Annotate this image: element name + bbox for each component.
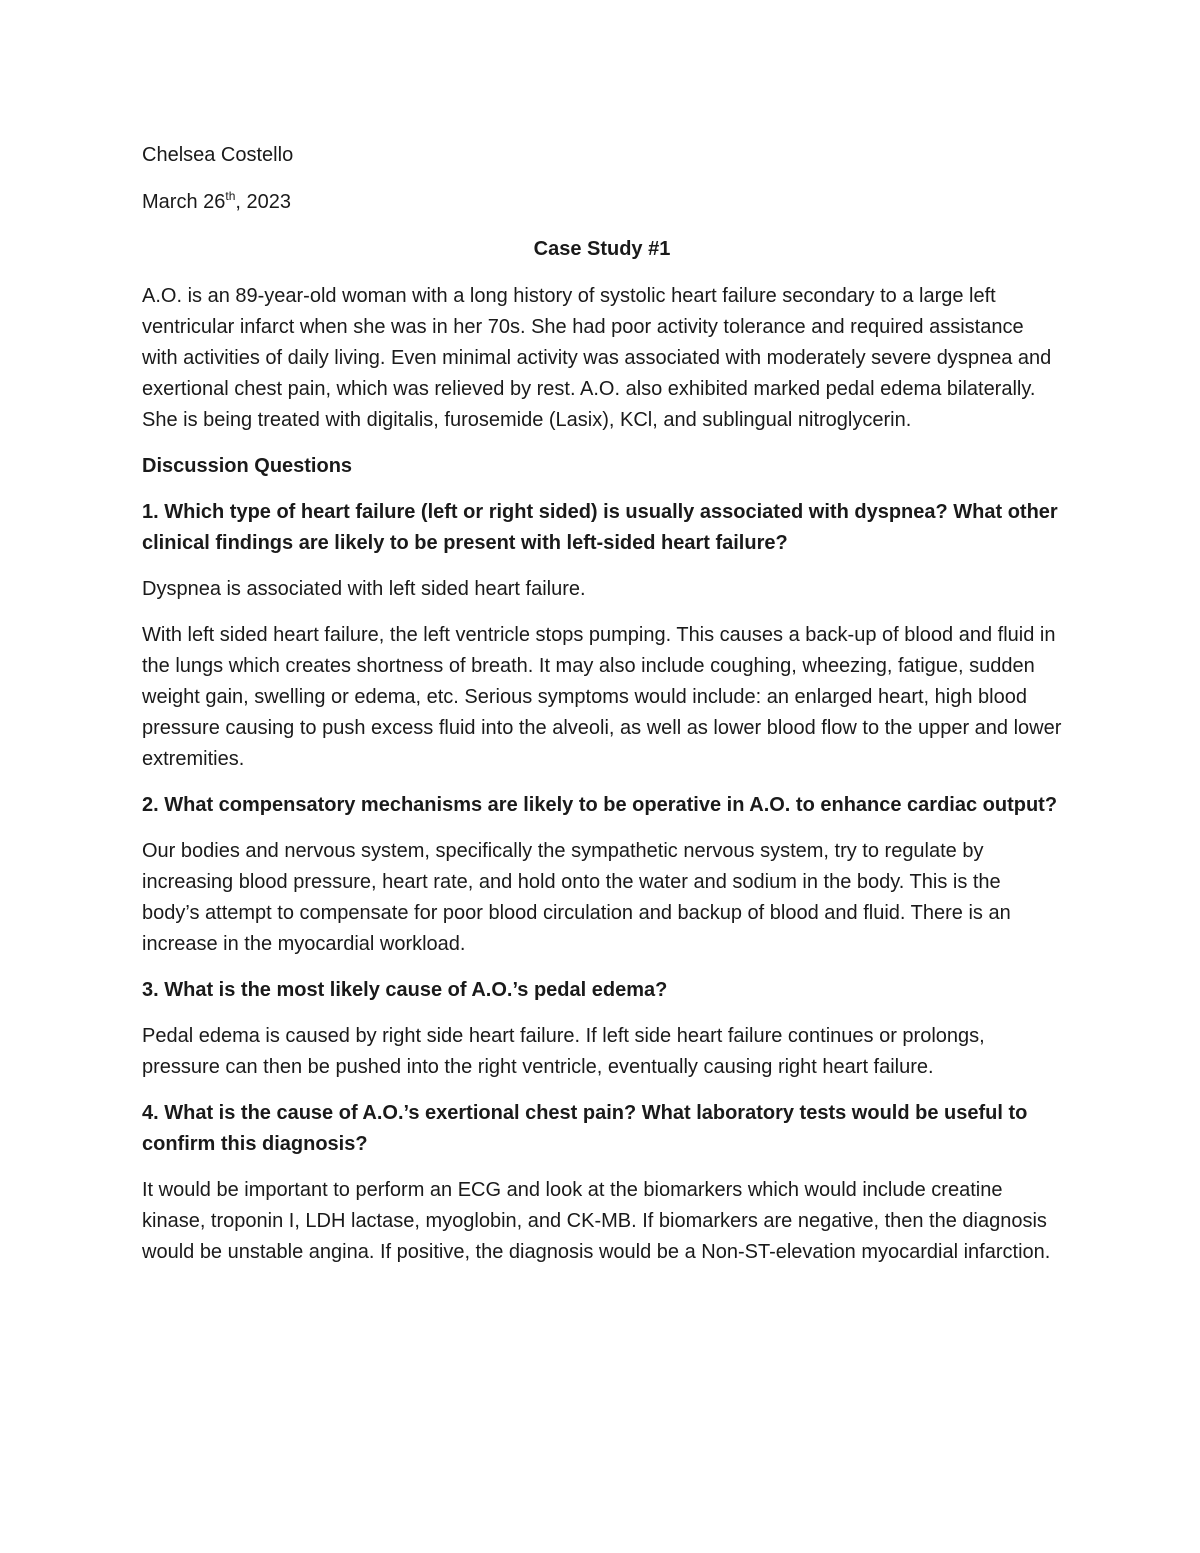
question-2: 2. What compensatory mechanisms are likely to be operative in A.O. to enhance cardiac output? (142, 794, 1058, 816)
author-name: Chelsea Costello (142, 144, 294, 166)
date-main: March 26 (142, 191, 226, 213)
answer-3: Pedal edema is caused by right side heart failure. If left side heart failure continues or prolongs, pressure can then be pushed into the right ventricle, eventually causing right heart failure. (142, 1025, 985, 1078)
case-description: A.O. is an 89-year-old woman with a long history of systolic heart failure secondary to a large left ventricular infarct when she was in her 70s. She had poor activity tolerance and required assistance with activities of daily living. Even minimal activity was associated with moderately severe dyspnea and exertional chest pain, which was relieved by rest. A.O. also exhibited marked pedal edema bilaterally. She is being treated with digitalis, furosemide (Lasix), KCl, and sublingual nitroglycerin. (142, 285, 1052, 431)
answer-1-part-2: With left sided heart failure, the left ventricle stops pumping. This causes a back-up of blood and fluid in the lungs which creates shortness of breath. It may also include coughing, wheezing, fatigue, sudden weight gain, swelling or edema, etc. Serious symptoms would include: an enlarged heart, high blood pressure causing to push excess fluid into the alveoli, as well as lower blood flow to the upper and lower extremities. (142, 624, 1062, 770)
answer-4: It would be important to perform an ECG and look at the biomarkers which would include creatine kinase, troponin I, LDH lactase, myoglobin, and CK-MB. If biomarkers are negative, then the diagnosis would be unstable angina. If positive, the diagnosis would be a Non-ST-elevation myocardial infarction. (142, 1179, 1051, 1263)
date-year: , 2023 (235, 191, 291, 213)
date-ordinal-suffix: th (225, 189, 236, 203)
document-page (142, 140, 1062, 1283)
answer-2: Our bodies and nervous system, specifically the sympathetic nervous system, try to regulate by increasing blood pressure, heart rate, and hold onto the water and sodium in the body. This is the body’s attempt to compensate for poor blood circulation and backup of blood and fluid. There is an increase in the myocardial workload. (142, 840, 1011, 955)
answer-1-part-1: Dyspnea is associated with left sided heart failure. (142, 578, 586, 600)
discussion-heading: Discussion Questions (142, 455, 353, 477)
document-title: Case Study #1 (533, 238, 671, 260)
question-1: 1. Which type of heart failure (left or right sided) is usually associated with dyspnea? What other clinical findings are likely to be present with left-sided heart failure? (142, 501, 1058, 554)
question-4: 4. What is the cause of A.O.’s exertional chest pain? What laboratory tests would be useful to confirm this diagnosis? (142, 1102, 1028, 1155)
question-3: 3. What is the most likely cause of A.O.’s pedal edema? (142, 979, 668, 1001)
document-date (142, 187, 1062, 218)
